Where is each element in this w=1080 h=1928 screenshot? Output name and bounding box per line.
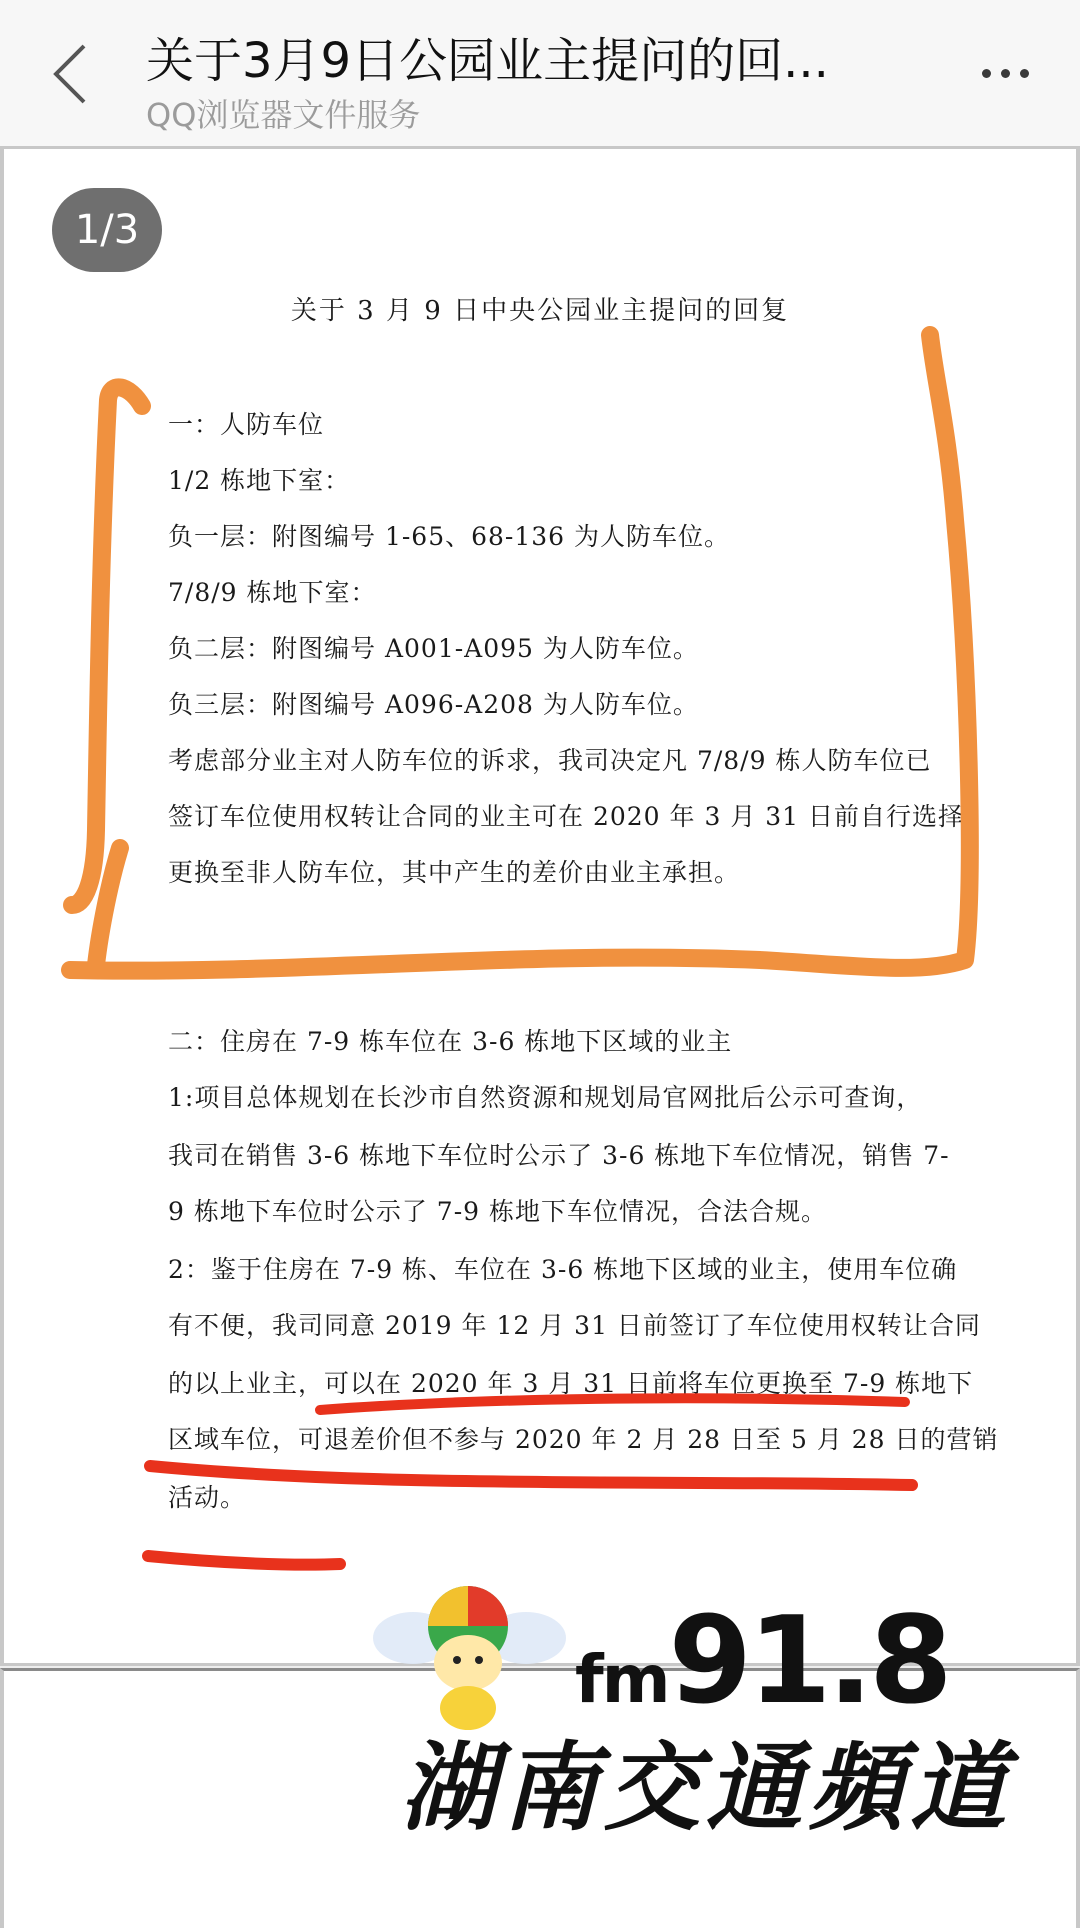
doc-line: 7/8/9 栋地下室： bbox=[168, 578, 377, 607]
doc-line: 1:项目总体规划在长沙市自然资源和规划局官网批后公示可查询， bbox=[168, 1083, 923, 1112]
page-indicator: 1/3 bbox=[52, 188, 162, 272]
doc-line: 区域车位，可退差价但不参与 2020 年 2 月 28 日至 5 月 28 日的营销 bbox=[168, 1425, 999, 1454]
doc-line: 负一层：附图编号 1-65、68-136 为人防车位。 bbox=[168, 522, 731, 551]
top-app-bar bbox=[0, 0, 1080, 149]
doc-line: 签订车位使用权转让合同的业主可在 2020 年 3 月 31 日前自行选择 bbox=[168, 802, 965, 831]
doc-line: 更换至非人防车位，其中产生的差价由业主承担。 bbox=[168, 858, 741, 887]
document-title: 关于 3 月 9 日中央公园业主提问的回复 bbox=[290, 296, 790, 326]
more-dot-icon bbox=[1020, 69, 1029, 78]
station-frequency bbox=[575, 1592, 949, 1731]
more-options-button[interactable] bbox=[960, 48, 1050, 98]
doc-line: 二：住房在 7-9 栋车位在 3-6 栋地下区域的业主 bbox=[168, 1027, 733, 1056]
doc-line: 的以上业主，可以在 2020 年 3 月 31 日前将车位更换至 7-9 栋地下 bbox=[168, 1369, 974, 1398]
back-button[interactable] bbox=[42, 38, 98, 110]
more-dot-icon bbox=[982, 69, 991, 78]
page-title: 关于3月9日公园业主提问的回... bbox=[146, 33, 829, 89]
doc-line: 9 栋地下车位时公示了 7-9 栋地下车位情况，合法合规。 bbox=[168, 1197, 828, 1226]
doc-line: 我司在销售 3-6 栋地下车位时公示了 3-6 栋地下车位情况，销售 7- bbox=[168, 1141, 950, 1170]
doc-line: 活动。 bbox=[168, 1483, 247, 1512]
chevron-left-icon bbox=[50, 42, 90, 106]
station-fm-label: fm bbox=[575, 1641, 669, 1718]
page-subtitle: QQ浏览器文件服务 bbox=[146, 96, 421, 134]
doc-line: 负三层：附图编号 A096-A208 为人防车位。 bbox=[168, 690, 699, 719]
doc-line: 一：人防车位 bbox=[168, 410, 325, 439]
doc-line: 2：鉴于住房在 7-9 栋、车位在 3-6 栋地下区域的业主，使用车位确 bbox=[168, 1255, 958, 1284]
doc-line: 有不便，我司同意 2019 年 12 月 31 日前签订了车位使用权转让合同 bbox=[168, 1311, 981, 1340]
more-dot-icon bbox=[1001, 69, 1010, 78]
doc-line: 负二层：附图编号 A001-A095 为人防车位。 bbox=[168, 634, 699, 663]
station-frequency-number: 91.8 bbox=[668, 1592, 949, 1731]
station-channel-name: 湖南交通頻道 bbox=[400, 1732, 1012, 1844]
doc-line: 考虑部分业主对人防车位的诉求，我司决定凡 7/8/9 栋人防车位已 bbox=[168, 746, 932, 775]
doc-line: 1/2 栋地下室： bbox=[168, 466, 351, 495]
